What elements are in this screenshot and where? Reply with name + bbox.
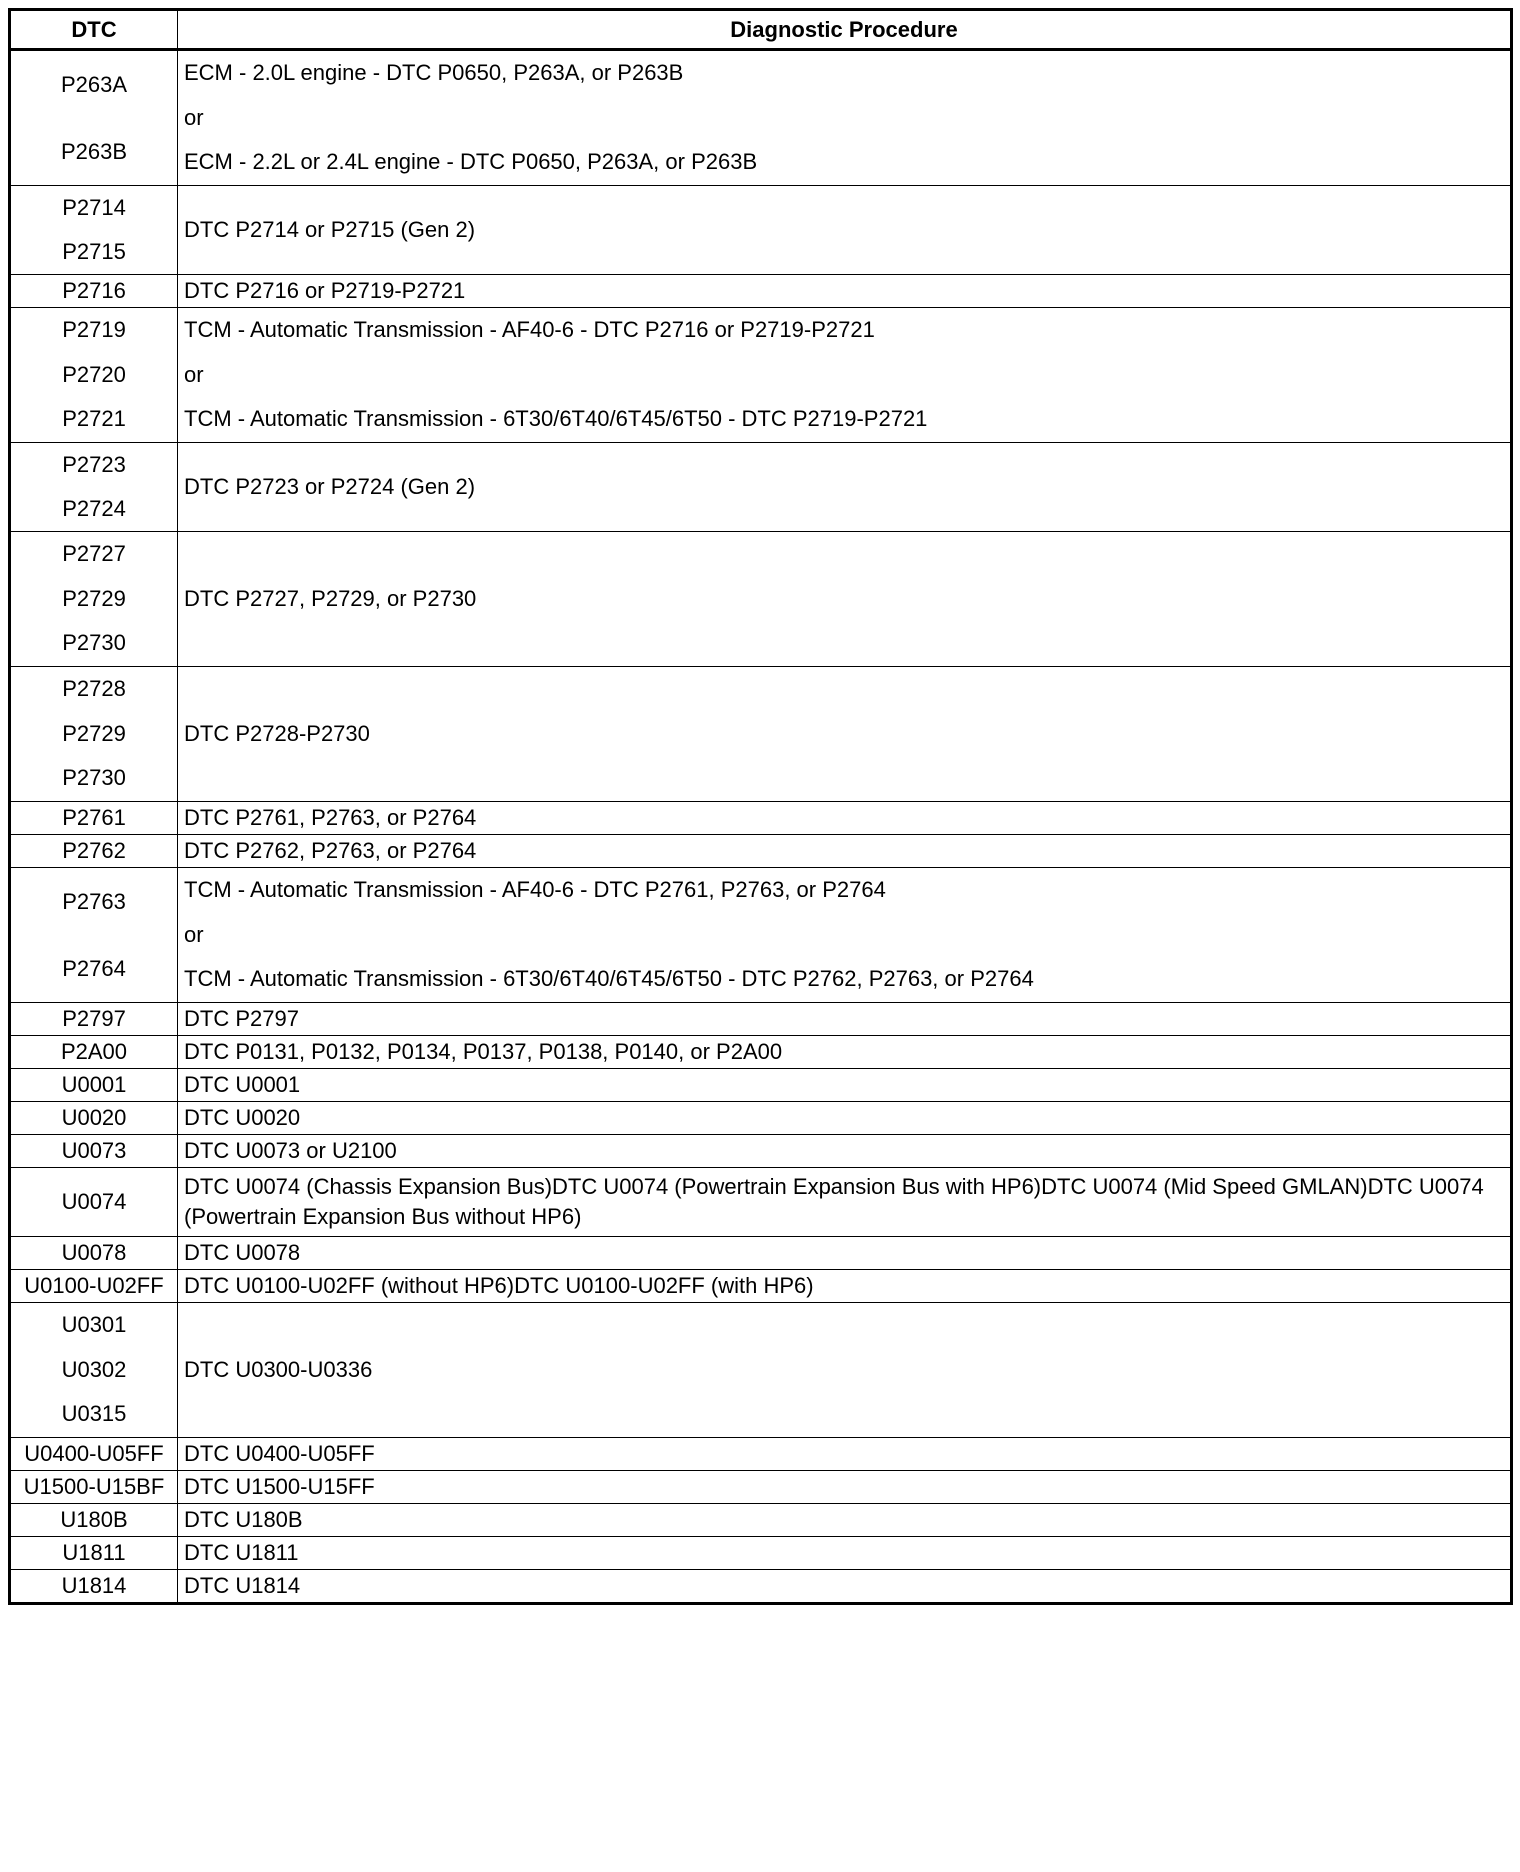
table-row — [10, 802, 1512, 835]
procedure-cell — [178, 186, 1512, 275]
dtc-cell — [10, 1135, 178, 1168]
procedure-cell — [178, 50, 1512, 186]
dtc-code: U0400-U05FF — [24, 1441, 164, 1466]
dtc-cell — [10, 802, 178, 835]
procedure-cell — [178, 1102, 1512, 1135]
dtc-code: P2724 — [62, 496, 126, 521]
table-row — [10, 1438, 1512, 1471]
dtc-cell — [10, 50, 178, 186]
procedure-cell — [178, 1504, 1512, 1537]
procedure-text: TCM - Automatic Transmission - AF40-6 - DTC P2761, P2763, or P2764 — [184, 877, 886, 903]
table-row — [10, 443, 1512, 532]
dtc-cell — [10, 1438, 178, 1471]
procedure-text: DTC U0074 (Chassis Expansion Bus)DTC U0074 (Powertrain Expansion Bus with HP6)DTC U0074 (Mid Speed GMLAN)DTC U0074 (Powertrain Expansion Bus without HP6) — [184, 1174, 1484, 1229]
procedure-text: DTC P2761, P2763, or P2764 — [184, 805, 477, 830]
dtc-code: P2720 — [62, 361, 126, 387]
procedure-cell — [178, 1471, 1512, 1504]
procedure-text: DTC P2727, P2729, or P2730 — [184, 586, 477, 611]
procedure-text: TCM - Automatic Transmission - 6T30/6T40/6T45/6T50 - DTC P2719-P2721 — [184, 406, 928, 432]
table-row — [10, 1168, 1512, 1237]
procedure-cell — [178, 1135, 1512, 1168]
dtc-code: P2763 — [62, 889, 126, 914]
dtc-code: P2716 — [62, 278, 126, 303]
table-row — [10, 50, 1512, 186]
table-row — [10, 1570, 1512, 1604]
procedure-text: TCM - Automatic Transmission - AF40-6 - DTC P2716 or P2719-P2721 — [184, 317, 875, 343]
header-row — [10, 10, 1512, 50]
dtc-code: U0302 — [61, 1356, 127, 1382]
table-row — [10, 275, 1512, 308]
procedure-cell — [178, 802, 1512, 835]
dtc-cell — [10, 667, 178, 802]
table-row — [10, 1471, 1512, 1504]
table-row — [10, 532, 1512, 667]
dtc-code: P2714 — [62, 195, 126, 220]
procedure-text: DTC U1814 — [184, 1573, 301, 1598]
dtc-code: P2764 — [62, 956, 126, 981]
table-row — [10, 1036, 1512, 1069]
table-row — [10, 835, 1512, 868]
table-row — [10, 1237, 1512, 1270]
dtc-code: U1811 — [62, 1540, 126, 1565]
dtc-code: P263A — [60, 72, 128, 97]
or-separator: or — [184, 104, 204, 130]
table-row — [10, 1303, 1512, 1438]
dtc-cell — [10, 1504, 178, 1537]
procedure-text: DTC U0400-U05FF — [184, 1441, 375, 1466]
procedure-cell — [178, 1003, 1512, 1036]
procedure-text: DTC U0300-U0336 — [184, 1357, 373, 1382]
table-body — [10, 50, 1512, 1604]
table-row — [10, 1069, 1512, 1102]
dtc-code: U0100-U02FF — [24, 1273, 164, 1298]
procedure-text: DTC U0100-U02FF (without HP6)DTC U0100-U02FF (with HP6) — [184, 1273, 814, 1298]
procedure-cell — [178, 1069, 1512, 1102]
dtc-code: U0001 — [61, 1072, 127, 1097]
procedure-cell — [178, 1438, 1512, 1471]
procedure-cell — [178, 1168, 1512, 1237]
table-row — [10, 308, 1512, 443]
procedure-text: DTC U0078 — [184, 1240, 301, 1265]
procedure-cell — [178, 1237, 1512, 1270]
dtc-cell — [10, 835, 178, 868]
dtc-code: P2762 — [62, 838, 126, 863]
dtc-code: U1814 — [61, 1573, 127, 1598]
procedure-text: DTC P2716 or P2719-P2721 — [184, 278, 466, 303]
dtc-cell — [10, 868, 178, 1003]
dtc-code: U1500-U15BF — [23, 1474, 165, 1499]
dtc-code: P2729 — [62, 720, 126, 746]
dtc-table — [8, 8, 1513, 1605]
procedure-text: DTC P2728-P2730 — [184, 721, 370, 746]
procedure-text: DTC P0131, P0132, P0134, P0137, P0138, P0140, or P2A00 — [184, 1039, 783, 1064]
procedure-cell — [178, 868, 1512, 1003]
dtc-code: U0074 — [61, 1189, 127, 1214]
procedure-cell — [178, 443, 1512, 532]
procedure-text: DTC U1811 — [184, 1540, 299, 1565]
dtc-code: P2761 — [62, 805, 126, 830]
procedure-cell — [178, 308, 1512, 443]
procedure-cell — [178, 1537, 1512, 1570]
dtc-code: U0301 — [61, 1312, 127, 1338]
table-row — [10, 868, 1512, 1003]
dtc-cell — [10, 1168, 178, 1237]
dtc-code: U0020 — [61, 1105, 127, 1130]
procedure-cell — [178, 1270, 1512, 1303]
procedure-column-header: Diagnostic Procedure — [178, 10, 1512, 50]
procedure-cell — [178, 835, 1512, 868]
dtc-code: P2727 — [62, 541, 126, 567]
dtc-cell — [10, 1303, 178, 1438]
procedure-cell — [178, 1570, 1512, 1604]
procedure-text: DTC U0020 — [184, 1105, 301, 1130]
table-row — [10, 667, 1512, 802]
procedure-cell — [178, 1303, 1512, 1438]
procedure-text: DTC P2723 or P2724 (Gen 2) — [184, 474, 476, 499]
dtc-cell — [10, 532, 178, 667]
procedure-cell — [178, 275, 1512, 308]
table-row — [10, 186, 1512, 275]
table-row — [10, 1270, 1512, 1303]
dtc-code: P2730 — [62, 765, 126, 791]
dtc-cell — [10, 186, 178, 275]
dtc-code: U0315 — [61, 1401, 127, 1427]
dtc-code: P2730 — [62, 630, 126, 656]
procedure-text: ECM - 2.2L or 2.4L engine - DTC P0650, P263A, or P263B — [184, 149, 758, 175]
or-separator: or — [184, 921, 204, 947]
procedure-text: ECM - 2.0L engine - DTC P0650, P263A, or P263B — [184, 60, 684, 86]
dtc-cell — [10, 1471, 178, 1504]
dtc-cell — [10, 1069, 178, 1102]
dtc-cell — [10, 1102, 178, 1135]
table-row — [10, 1102, 1512, 1135]
dtc-cell — [10, 1270, 178, 1303]
dtc-code: U0073 — [61, 1138, 127, 1163]
dtc-code: P2729 — [62, 585, 126, 611]
dtc-code: P2719 — [62, 317, 126, 343]
dtc-code: P2715 — [62, 239, 126, 264]
procedure-text: DTC U0001 — [184, 1072, 301, 1097]
dtc-code: P2721 — [62, 406, 126, 432]
dtc-cell — [10, 275, 178, 308]
table-row — [10, 1504, 1512, 1537]
dtc-code: P263B — [60, 139, 128, 164]
procedure-cell — [178, 667, 1512, 802]
dtc-cell — [10, 443, 178, 532]
dtc-code: U0078 — [61, 1240, 127, 1265]
dtc-code: P2723 — [62, 452, 126, 477]
procedure-text: TCM - Automatic Transmission - 6T30/6T40/6T45/6T50 - DTC P2762, P2763, or P2764 — [184, 966, 1034, 992]
dtc-cell — [10, 1003, 178, 1036]
procedure-text: DTC P2714 or P2715 (Gen 2) — [184, 217, 476, 242]
dtc-code: U180B — [60, 1507, 128, 1532]
dtc-cell — [10, 1570, 178, 1604]
procedure-cell — [178, 1036, 1512, 1069]
procedure-cell — [178, 532, 1512, 667]
dtc-code: P2728 — [62, 676, 126, 702]
table-row — [10, 1135, 1512, 1168]
dtc-cell — [10, 308, 178, 443]
procedure-text: DTC U0073 or U2100 — [184, 1138, 397, 1163]
dtc-cell — [10, 1036, 178, 1069]
dtc-column-header: DTC — [10, 10, 178, 50]
table-row — [10, 1003, 1512, 1036]
or-separator: or — [184, 361, 204, 387]
procedure-text: DTC P2797 — [184, 1006, 299, 1031]
procedure-text: DTC P2762, P2763, or P2764 — [184, 838, 477, 863]
procedure-text: DTC U1500-U15FF — [184, 1474, 375, 1499]
dtc-code: P2A00 — [60, 1039, 128, 1064]
procedure-text: DTC U180B — [184, 1507, 303, 1532]
dtc-cell — [10, 1237, 178, 1270]
dtc-code: P2797 — [62, 1006, 126, 1031]
table-row — [10, 1537, 1512, 1570]
dtc-cell — [10, 1537, 178, 1570]
